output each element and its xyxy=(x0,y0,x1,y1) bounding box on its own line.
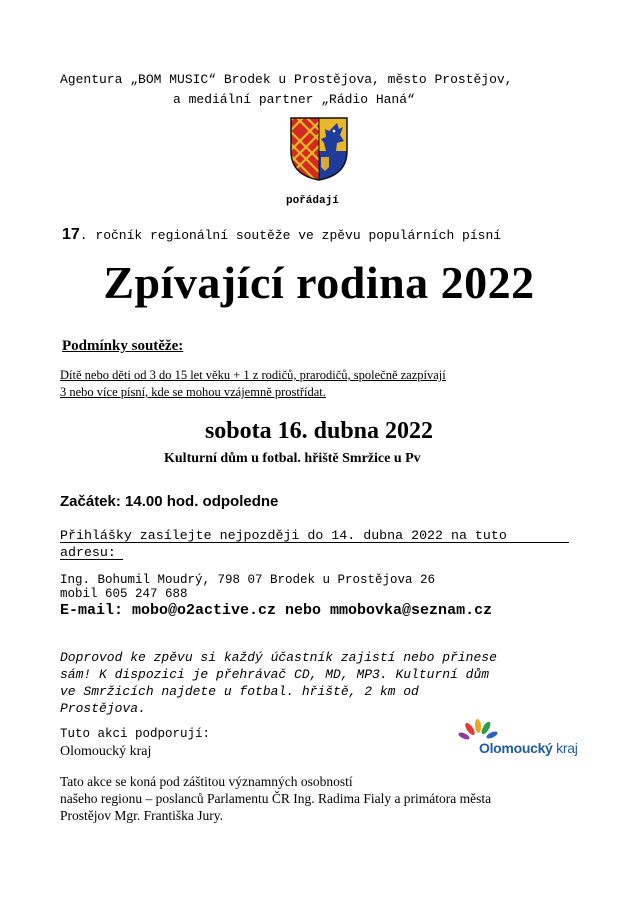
event-date: sobota 16. dubna 2022 xyxy=(204,418,434,444)
supporters-name: Olomoucký kraj xyxy=(60,744,152,759)
conditions-heading: Podmínky soutěže: xyxy=(62,338,184,354)
logo-text xyxy=(479,740,578,756)
note-line-2: sám! K dispozici je přehrávač CD, MD, MP3. Kulturní dům xyxy=(60,667,490,682)
note-line-4: Prostějova. xyxy=(60,701,146,716)
patronage-line-1: Tato akce se koná pod záštitou významných osobností xyxy=(60,774,353,789)
registration-line-2: adresu: xyxy=(60,545,116,560)
olomoucky-kraj-logo xyxy=(455,718,590,760)
event-venue: Kulturní dům u fotbal. hřiště Smržice u Pv xyxy=(164,451,421,466)
patronage-line-2: našeho regionu – poslanců Parlamentu ČR Ing. Radima Fialy a primátora města xyxy=(60,791,492,806)
note-line-3: ve Smržicích najdete u fotbal. hřiště, 2 km od xyxy=(60,684,419,699)
registration-line-1: Přihlášky zasílejte nejpozději do 14. dubna 2022 na tuto xyxy=(60,528,507,543)
logo-text-bold: Olomoucký xyxy=(479,740,553,756)
edition-text: . ročník regionální soutěže ve zpěvu populárních písní xyxy=(79,228,502,243)
contact-address: Ing. Bohumil Moudrý, 798 07 Brodek u Prostějova 26 xyxy=(60,573,436,587)
note-line-1: Doprovod ke zpěvu si každý účastník zajistí nebo přinese xyxy=(60,650,497,665)
page-title: Zpívající rodina 2022 xyxy=(103,257,535,308)
contact-email[interactable]: E-mail: mobo@o2active.cz nebo mmobovka@seznam.cz xyxy=(60,602,493,619)
organizes-label: pořádají xyxy=(286,195,339,207)
edition-number: 17 xyxy=(62,226,80,243)
conditions-line-2: 3 nebo více písní, kde se mohou vzájemně prostřídat. xyxy=(60,385,326,399)
organizer-line-1: Agentura „BOM MUSIC“ Brodek u Prostějova, město Prostějov, xyxy=(60,72,513,87)
coat-of-arms-icon xyxy=(290,117,348,181)
contact-mobile: mobil 605 247 688 xyxy=(60,587,188,601)
supporters-label: Tuto akci podporují: xyxy=(60,727,211,741)
organizer-line-2: a mediální partner „Rádio Haná“ xyxy=(173,92,415,107)
registration-underline-1 xyxy=(60,542,569,543)
conditions-line-1: Dítě nebo děti od 3 do 15 let věku + 1 z rodičů, prarodičů, společně zazpívají xyxy=(60,368,446,382)
event-start: Začátek: 14.00 hod. odpoledne xyxy=(60,493,279,510)
registration-underline-2 xyxy=(60,559,123,560)
edition-line xyxy=(62,226,501,244)
patronage-line-3: Prostějov Mgr. Františka Jury. xyxy=(60,808,223,823)
logo-text-light: kraj xyxy=(556,740,578,756)
